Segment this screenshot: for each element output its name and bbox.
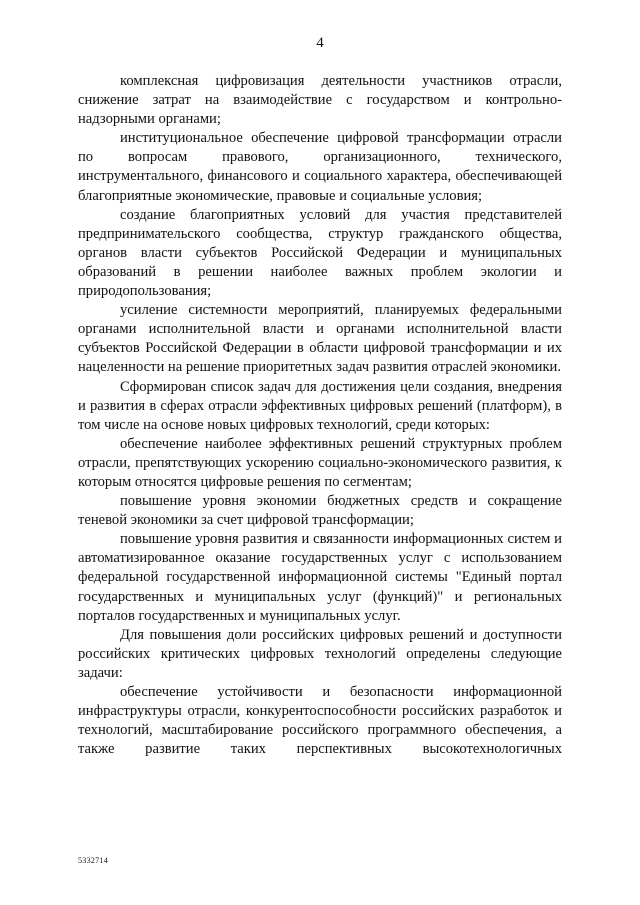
paragraph-favorable-conditions: создание благоприятных условий для участия представителей предпринимательского сообщества, структур гражданского общества, органов власти субъектов Российской Федерации и муниципальных образований в решении наиболее важных проблем экологии и природопользования; (78, 206, 562, 300)
paragraph-digitalization: комплексная цифровизация деятельности участников отрасли, снижение затрат на взаимодействие с государством и контрольно-надзорными органами; (78, 73, 562, 128)
paragraph-information-systems: повышение уровня развития и связанности информационных систем и автоматизированное оказание государственных услуг с использованием федеральной государственной информационной системы "Единый портал государственных и муниципальных услуг (функций)" и региональных порталов государственных и муниципальных услуг. (78, 531, 562, 624)
document-code: 5332714 (78, 856, 109, 865)
paragraph-russian-solutions: Для повышения доли российских цифровых решений и доступности российских критических цифровых технологий определены следующие задачи: (78, 626, 562, 681)
page-number: 4 (316, 35, 324, 51)
paragraph-institutional-support: институциональное обеспечение цифровой трансформации отрасли по вопросам правового, организационного, технического, инструментального, финансового и социального характера, обеспечивающей благоприятные экономические, правовые и социальные условия; (78, 130, 562, 204)
paragraph-infrastructure-security: обеспечение устойчивости и безопасности информационной инфраструктуры отрасли, конкурентоспособности российских разработок и технологий, масштабирование российского программного обеспечения, а также развитие таких перспективных высокотехнологичных (78, 684, 562, 758)
paragraph-task-list-intro: Сформирован список задач для достижения цели создания, внедрения и развития в сферах отрасли эффективных цифровых решений (платформ), в том числе на основе новых цифровых технологий, среди которых: (78, 378, 562, 433)
paragraph-structural-problems: обеспечение наиболее эффективных решений структурных проблем отрасли, препятствующих ускорению социально-экономического развития, к которым относятся цифровые решения по сегментам; (78, 435, 562, 490)
paragraph-budget-savings: повышение уровня экономии бюджетных средств и сокращение теневой экономики за счет цифровой трансформации; (78, 493, 562, 529)
paragraph-systemic-measures: усиление системности мероприятий, планируемых федеральными органами исполнительной власти и органами исполнительной власти субъектов Российской Федерации в области цифровой трансформации и их нацеленности на решение приоритетных задач развития отраслей экономики. (78, 302, 562, 376)
document-body (78, 72, 562, 759)
